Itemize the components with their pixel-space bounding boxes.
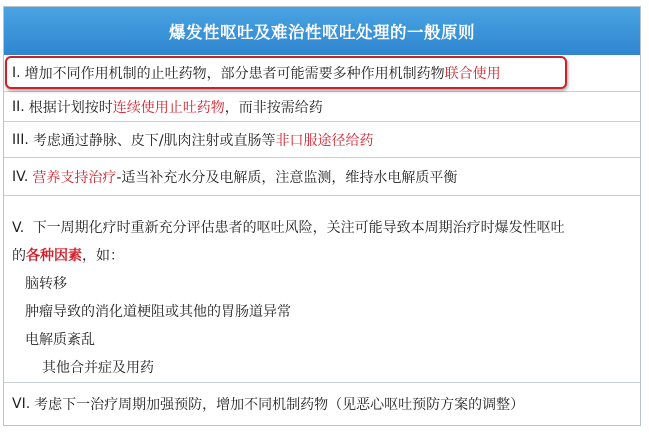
row-line-2: [12, 242, 640, 270]
principle-row-2: [4, 92, 640, 122]
row-text: 根据计划按时: [28, 99, 113, 116]
row-highlight: 联合使用: [444, 66, 501, 82]
row-text: 考虑下一治疗周期加强预防，增加不同机制药物（见恶心呕吐预防方案的调整）: [34, 397, 525, 413]
principle-row-6: [4, 383, 640, 425]
principle-row-3: [4, 122, 640, 158]
row-highlight: 各种因素: [26, 248, 82, 264]
row-text: 增加不同作用机制的止吐药物，部分患者可能需要多种作用机制药物: [24, 66, 445, 82]
table-title: 爆发性呕吐及难治性呕吐处理的一般原则: [4, 7, 640, 55]
row-highlight: 非口服途径给药: [275, 132, 374, 149]
factor-item: 脑转移: [25, 276, 67, 292]
row-number: I.: [12, 65, 21, 81]
principle-row-5: [4, 196, 640, 383]
row-number: V.: [12, 220, 25, 236]
row-text-tail: ，如：: [82, 248, 124, 264]
row-text: 的: [12, 248, 26, 264]
factor-item: 其他合并症及用药: [42, 360, 154, 376]
row-text: 考虑通过静脉、皮下/肌肉注射或直肠等: [32, 132, 276, 149]
row-text: -适当补充水分及电解质，注意监测，维持水电解质平衡: [116, 169, 458, 186]
row-line-1: [12, 214, 640, 242]
row-highlight: 营养支持治疗: [32, 169, 117, 186]
principles-table: [3, 6, 641, 426]
principle-row-4: [4, 158, 640, 196]
row-number: IV.: [12, 168, 29, 185]
row-text-tail: ，而非按需给药: [224, 99, 323, 116]
row-number: II.: [12, 98, 25, 115]
row-number: III.: [12, 131, 29, 148]
row-number: VI.: [12, 396, 31, 412]
row-highlight: 连续使用止吐药物: [112, 99, 225, 116]
factor-item: 电解质紊乱: [25, 332, 95, 348]
factor-item: 肿瘤导致的消化道梗阻或其他的胃肠道异常: [25, 304, 291, 320]
highlight-box: [5, 56, 567, 89]
row-text: 下一周期化疗时重新充分评估患者的呕吐风险，关注可能导致本周期治疗时爆发性呕吐: [32, 220, 565, 236]
principle-row-1: [4, 55, 640, 92]
